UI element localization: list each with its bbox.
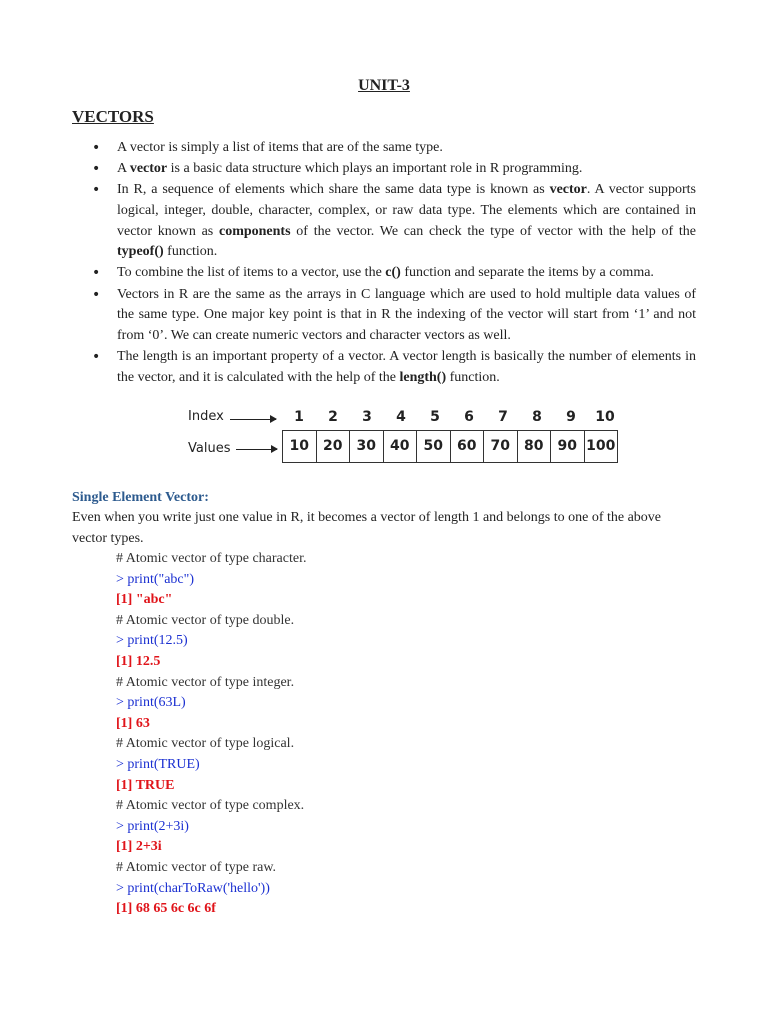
bullet-text: of the vector. We can check the type of vector with the help of the [290,223,696,239]
code-input-line: > print(63L) [116,695,186,711]
bullet-item [72,138,696,159]
bullet-text: function and separate the items by a comma. [400,265,654,281]
bullet-item [72,263,696,284]
code-output-line: [1] 12.5 [116,653,161,669]
code-input-line: > print(TRUE) [116,756,200,772]
code-comment-line: # Atomic vector of type integer. [116,674,295,690]
bullet-text: To combine the list of items to a vector, use the [117,265,386,281]
index-cell: 5 [430,409,440,425]
bullet-text: Vectors in R are the same as the arrays in C language which are used to hold multiple data values of the same type. One major key point is that in R the indexing of the vector will start from ‘1’ and not from ‘0’. We can create numeric vectors and character vectors as well. [117,286,696,343]
code-input-line: > print(charToRaw('hello')) [116,880,270,896]
value-cell: 30 [350,431,384,462]
single-element-heading: Single Element Vector: [72,490,209,505]
values-row [282,430,618,463]
bold-term: typeof() [117,244,164,260]
code-output-line: [1] "abc" [116,592,173,608]
index-cell: 10 [595,409,615,425]
vector-index-figure [188,405,628,467]
index-cell: 1 [294,409,304,425]
code-comment-line: # Atomic vector of type complex. [116,798,305,814]
value-cell: 20 [317,431,351,462]
code-input-line: > print(12.5) [116,633,188,649]
index-arrow [230,419,276,420]
code-comment-line: # Atomic vector of type double. [116,612,295,628]
code-comment-line: # Atomic vector of type character. [116,551,307,566]
section-title: VECTORS [72,107,154,126]
bold-term: vector [549,182,587,198]
index-row [282,409,622,425]
code-example-block [116,549,616,920]
index-cell: 2 [328,409,338,425]
value-cell: 100 [585,431,619,462]
value-cell: 40 [384,431,418,462]
index-cell: 8 [532,409,542,425]
bullet-item [72,285,696,347]
bullet-text: function. [446,369,500,385]
bullet-text: function. [163,244,218,260]
code-output-line: [1] 63 [116,715,150,731]
bullet-text: is a basic data structure which plays an important role in R programming. [167,161,583,177]
code-input-line: > print(2+3i) [116,818,189,834]
value-cell: 70 [484,431,518,462]
bold-term: c() [385,265,401,281]
index-cell: 3 [362,409,372,425]
value-cell: 10 [283,431,317,462]
bullet-item [72,159,696,180]
bold-term: length() [399,369,447,385]
values-arrow [236,449,277,450]
values-label: Values [188,441,231,456]
bullet-text: . A vector supports logical, integer, double, character, complex, or raw data type. The elements which are contained in vector known as [117,182,696,239]
code-input-line: > print("abc") [116,571,195,587]
value-cell: 50 [417,431,451,462]
single-element-paragraph: Even when you write just one value in R, it becomes a vector of length 1 and belongs to one of the above vector types. [72,510,662,546]
unit-title: UNIT-3 [358,77,410,94]
index-cell: 4 [396,409,406,425]
bold-term: vector [129,161,168,177]
bullet-list [72,138,696,389]
code-comment-line: # Atomic vector of type raw. [116,859,277,875]
bullet-item [72,347,696,388]
code-output-line: [1] 68 65 6c 6c 6f [116,901,216,917]
index-label: Index [188,409,224,424]
code-comment-line: # Atomic vector of type logical. [116,736,295,752]
bullet-text: A vector is simply a list of items that are of the same type. [117,140,443,155]
bullet-text: In R, a sequence of elements which share the same data type is known as [117,182,550,198]
code-output-line: [1] TRUE [116,777,175,793]
index-cell: 6 [464,409,474,425]
bullet-text: The length is an important property of a vector. A vector length is basically the number of elements in the vector, and it is calculated with the help of the [117,348,696,385]
bullet-text: A [117,161,130,177]
code-output-line: [1] 2+3i [116,839,162,855]
bold-term: components [218,223,291,239]
value-cell: 80 [518,431,552,462]
index-cell: 7 [498,409,508,425]
value-cell: 90 [551,431,585,462]
index-cell: 9 [566,409,576,425]
value-cell: 60 [451,431,485,462]
bullet-item [72,180,696,262]
